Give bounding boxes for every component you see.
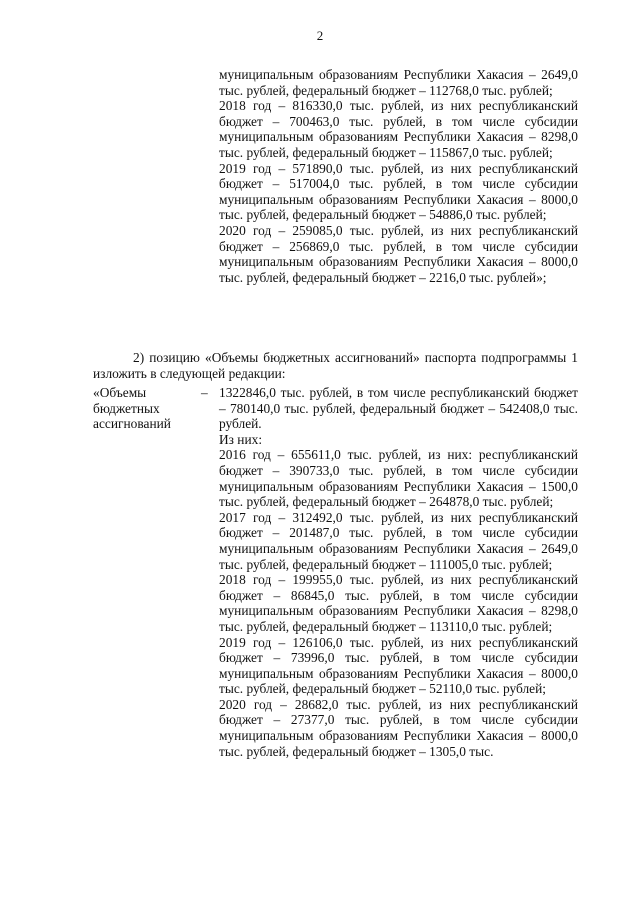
paragraph: муниципальным образованиям Республики Хакасия – 2649,0 тыс. рублей, федеральный бюджет – 112768,0 тыс. рублей; [219,67,578,98]
item-2-paragraph [93,350,578,382]
paragraph: 1322846,0 тыс. рублей, в том числе республиканский бюджет – 780140,0 тыс. рублей, федеральный бюджет – 542408,0 тыс. рублей. [219,385,578,432]
paragraph: 2016 год – 655611,0 тыс. рублей, из них: республиканский бюджет – 390733,0 тыс. рублей, в том числе субсидии муниципальным образованиям Республики Хакасия – 1500,0 тыс. рублей, федеральный бюджет – 264878,0 тыс. рублей; [219,447,578,510]
paragraph: 2018 год – 199955,0 тыс. рублей, из них республиканский бюджет – 86845,0 тыс. рублей, в том числе субсидии муниципальным образованиям Республики Хакасия – 8298,0 тыс. рублей, федеральный бюджет – 113110,0 тыс. рублей; [219,572,578,634]
paragraph: 2019 год – 571890,0 тыс. рублей, из них республиканский бюджет – 517004,0 тыс. рублей, в том числе субсидии муниципальным образованиям Республики Хакасия – 8000,0 тыс. рублей, федеральный бюджет – 54886,0 тыс. рублей; [219,160,578,223]
item-2-text: 2) позицию «Объемы бюджетных ассигнований» паспорта подпрограммы 1 изложить в следующей редакции: [93,350,578,381]
paragraph: 2018 год – 816330,0 тыс. рублей, из них республиканский бюджет – 700463,0 тыс. рублей, в том числе субсидии муниципальным образованиям Республики Хакасия – 8298,0 тыс. рублей, федеральный бюджет – 115867,0 тыс. рублей; [219,98,578,160]
paragraph: 2020 год – 259085,0 тыс. рублей, из них республиканский бюджет – 256869,0 тыс. рублей, в том числе субсидии муниципальным образованиям Республики Хакасия – 8000,0 тыс. рублей, федеральный бюджет – 2216,0 тыс. рублей»; [219,222,578,285]
paragraph: 2020 год – 28682,0 тыс. рублей, из них республиканский бюджет – 27377,0 тыс. рублей, в том числе субсидии муниципальным образованиям Республики Хакасия – 8000,0 тыс. рублей, федеральный бюджет – 1305,0 тыс. [219,696,578,759]
paragraph: 2019 год – 126106,0 тыс. рублей, из них республиканский бюджет – 73996,0 тыс. рублей, в том числе субсидии муниципальным образованиям Республики Хакасия – 8000,0 тыс. рублей, федеральный бюджет – 52110,0 тыс. рублей; [219,634,578,697]
row-dash: – [201,385,208,400]
row-label: «Объемы бюджетных ассигнований [93,385,171,432]
bottom-text-block [219,385,578,759]
top-text-block [219,67,578,285]
page-number: 2 [316,28,324,43]
paragraph: Из них: [219,431,263,447]
paragraph: 2017 год – 312492,0 тыс. рублей, из них республиканский бюджет – 201487,0 тыс. рублей, в том числе субсидии муниципальным образованиям Республики Хакасия – 2649,0 тыс. рублей, федеральный бюджет – 111005,0 тыс. рублей; [219,509,578,572]
